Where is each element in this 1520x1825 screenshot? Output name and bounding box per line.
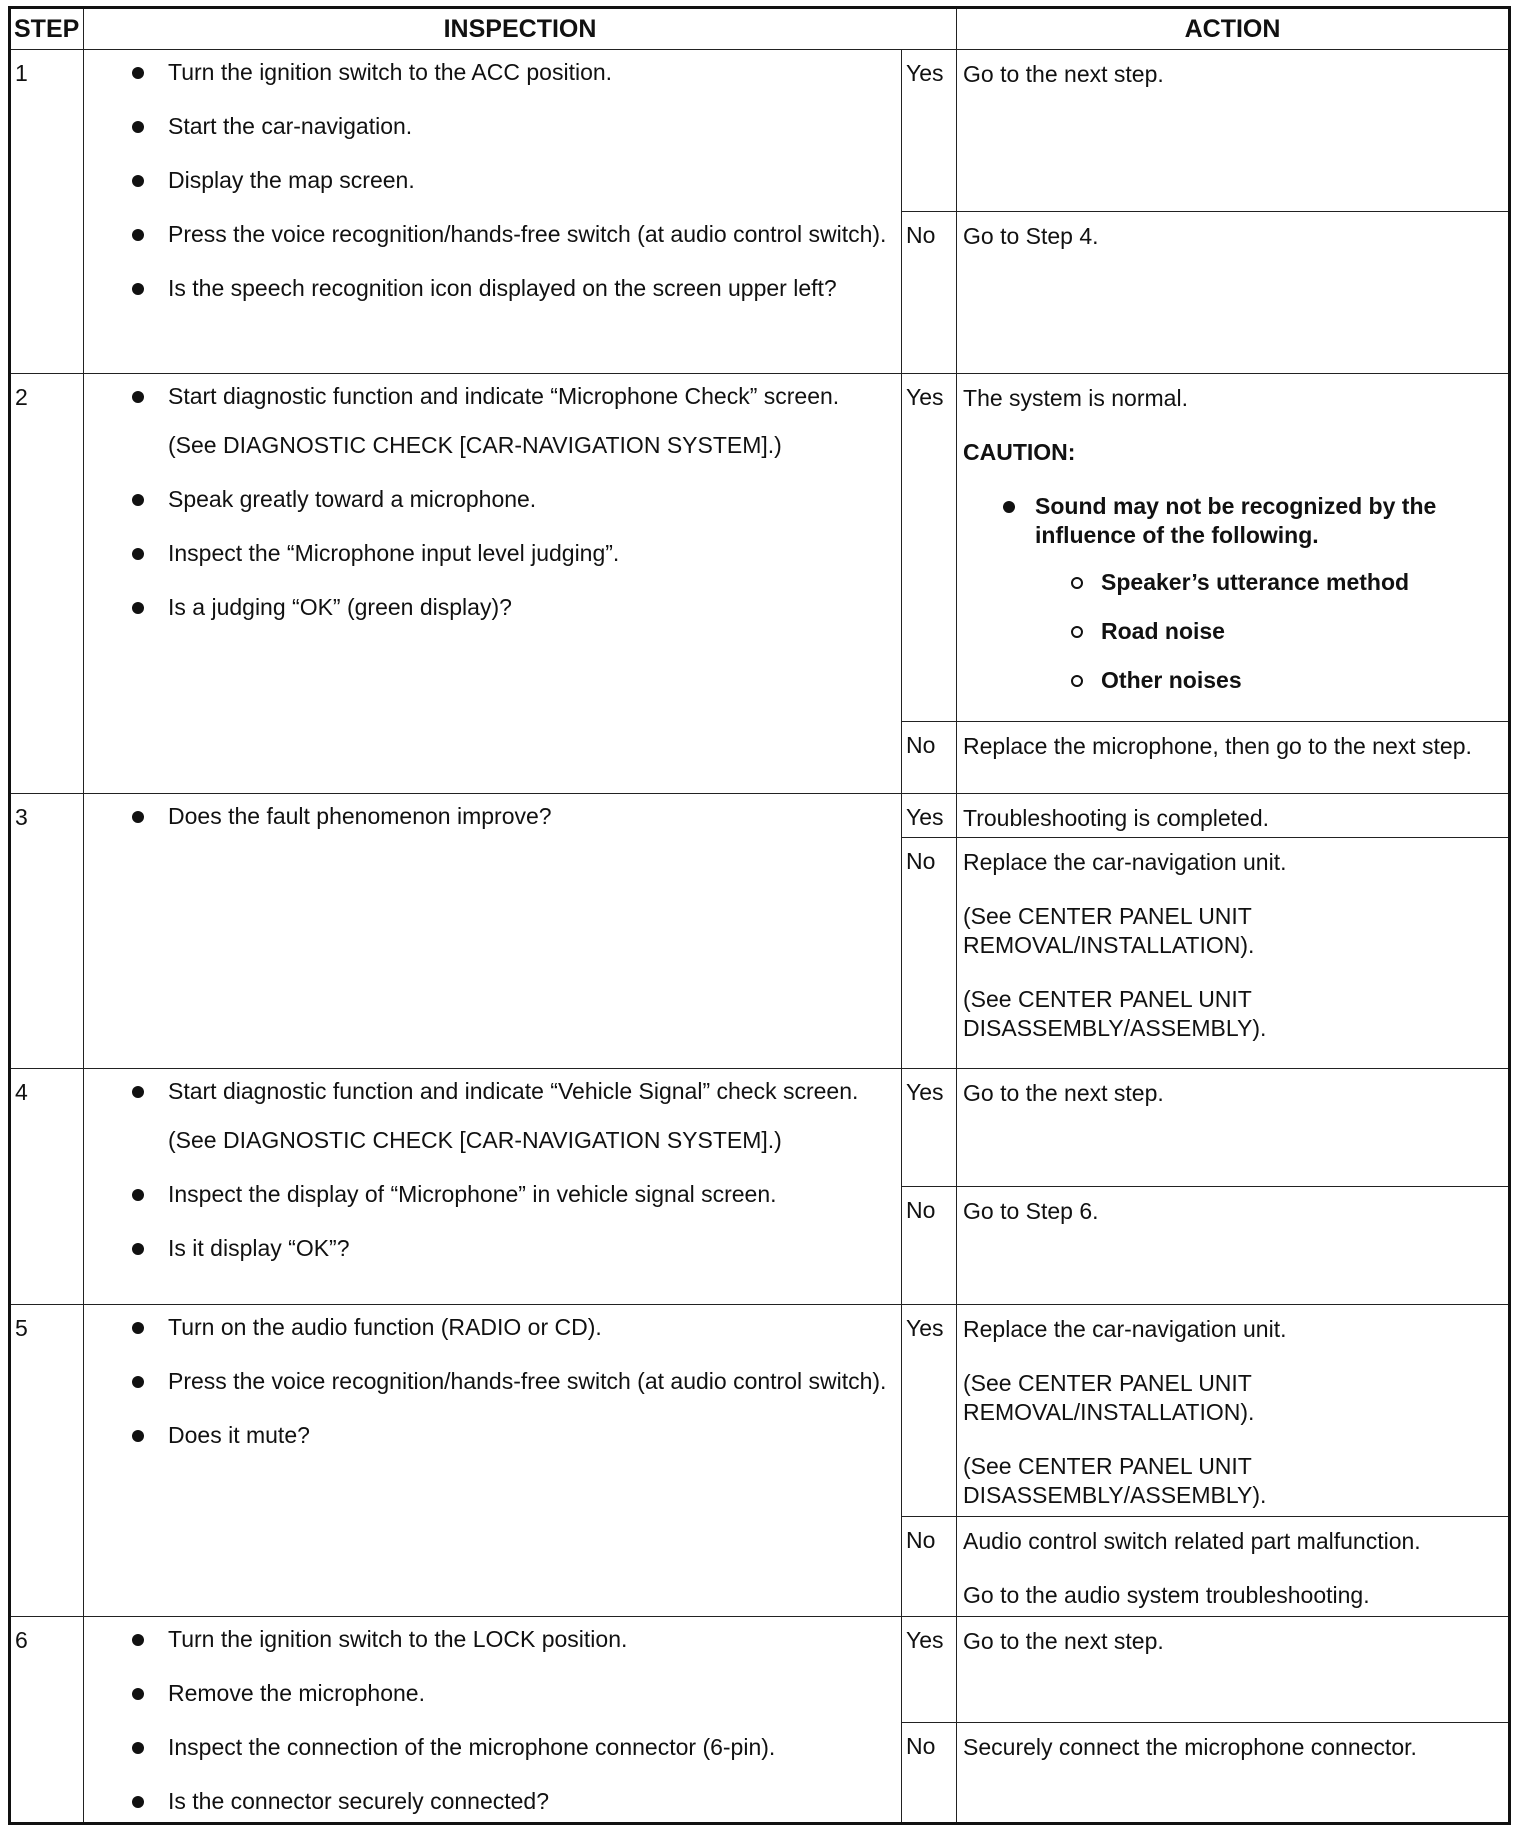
reference-note: (See DIAGNOSTIC CHECK [CAR-NAVIGATION SYSTEM].) [168, 1127, 782, 1153]
yes-action [957, 50, 1510, 212]
bullet-icon [132, 811, 144, 823]
bullet-icon [132, 67, 144, 79]
reference-note: (See CENTER PANEL UNIT REMOVAL/INSTALLATION). [963, 903, 1255, 958]
header-step: STEP [10, 8, 84, 50]
inspection-item: Is the connector securely connected? [132, 1787, 891, 1816]
inspection-item: Turn the ignition switch to the ACC position. [132, 58, 891, 87]
inspection-item: Is it display “OK”? [132, 1234, 891, 1263]
inspection-item: Does the fault phenomenon improve? [132, 802, 891, 831]
no-action [957, 1722, 1510, 1823]
inspection-item: Speak greatly toward a microphone. [132, 485, 891, 514]
action-text: Troubleshooting is completed. [963, 805, 1270, 831]
caution-sublist [1035, 568, 1500, 695]
no-label: No [902, 212, 957, 374]
bullet-icon [132, 1086, 144, 1098]
bullet-icon [132, 1430, 144, 1442]
step-number: 5 [10, 1305, 84, 1617]
yes-action [957, 1305, 1510, 1517]
inspection-item: Is the speech recognition icon displayed on the screen upper left? [132, 274, 891, 303]
yes-action [957, 1069, 1510, 1187]
bullet-icon [132, 391, 144, 403]
no-label: No [902, 838, 957, 1069]
inspection-item: Inspect the connection of the microphone connector (6-pin). [132, 1733, 891, 1762]
bullet-icon [1003, 501, 1015, 513]
header-action: ACTION [957, 8, 1510, 50]
action-text: Go to the next step. [963, 1080, 1164, 1106]
no-label: No [902, 1517, 957, 1617]
no-action [957, 1517, 1510, 1617]
yes-label: Yes [902, 1069, 957, 1187]
troubleshooting-table [8, 6, 1511, 1825]
bullet-icon [132, 1634, 144, 1646]
no-action [957, 722, 1510, 794]
bullet-icon [132, 175, 144, 187]
yes-label: Yes [902, 50, 957, 212]
caution-item: Sound may not be recognized by the influence of the following. Speaker’s utterance method Road noise Other noises [1003, 492, 1500, 695]
reference-note: (See DIAGNOSTIC CHECK [CAR-NAVIGATION SYSTEM].) [168, 432, 782, 458]
bullet-icon [132, 283, 144, 295]
caution-list [963, 492, 1500, 695]
action-text: The system is normal. [963, 385, 1188, 411]
step-number: 1 [10, 50, 84, 374]
bullet-icon [132, 1688, 144, 1700]
caution-subitem: Speaker’s utterance method [1071, 568, 1500, 597]
action-text: Go to the audio system troubleshooting. [963, 1582, 1370, 1608]
inspection-item: Start diagnostic function and indicate “Vehicle Signal” check screen. (See DIAGNOSTIC CHECK [CAR-NAVIGATION SYSTEM].) [132, 1077, 891, 1155]
inspection-item: Start the car-navigation. [132, 112, 891, 141]
inspection-cell [84, 1305, 902, 1617]
inspection-item: Display the map screen. [132, 166, 891, 195]
action-text: Audio control switch related part malfunction. [963, 1528, 1421, 1554]
reference-note: (See CENTER PANEL UNIT DISASSEMBLY/ASSEMBLY). [963, 1453, 1267, 1508]
inspection-cell [84, 374, 902, 794]
inspection-item: Turn the ignition switch to the LOCK position. [132, 1625, 891, 1654]
bullet-icon [132, 1376, 144, 1388]
no-action [957, 1187, 1510, 1305]
step-3-yes-row [10, 794, 1510, 838]
action-text: Securely connect the microphone connector. [963, 1733, 1417, 1760]
caution-label: CAUTION: [963, 439, 1076, 465]
action-text: Go to Step 6. [963, 1198, 1099, 1224]
yes-label: Yes [902, 1617, 957, 1723]
no-label: No [902, 722, 957, 794]
reference-note: (See CENTER PANEL UNIT DISASSEMBLY/ASSEMBLY). [963, 986, 1267, 1041]
inspection-cell [84, 50, 902, 374]
inspection-item: Inspect the display of “Microphone” in vehicle signal screen. [132, 1180, 891, 1209]
no-action [957, 838, 1510, 1069]
action-text: Go to the next step. [963, 61, 1164, 87]
bullet-icon [132, 229, 144, 241]
action-text: Go to Step 4. [963, 223, 1099, 249]
step-number: 3 [10, 794, 84, 1069]
bullet-icon [132, 494, 144, 506]
inspection-cell [84, 794, 902, 1069]
header-row [10, 8, 1510, 50]
step-number: 4 [10, 1069, 84, 1305]
bullet-icon [132, 1243, 144, 1255]
no-label: No [902, 1187, 957, 1305]
bullet-icon [132, 602, 144, 614]
yes-action [957, 374, 1510, 722]
bullet-icon [132, 548, 144, 560]
action-text: Replace the car-navigation unit. [963, 849, 1287, 875]
header-inspection: INSPECTION [84, 8, 957, 50]
inspection-item: Does it mute? [132, 1421, 891, 1450]
step-5-yes-row [10, 1305, 1510, 1517]
circle-bullet-icon [1071, 577, 1083, 589]
inspection-item: Is a judging “OK” (green display)? [132, 593, 891, 622]
yes-label: Yes [902, 374, 957, 722]
action-text: Go to the next step. [963, 1628, 1164, 1654]
inspection-item: Press the voice recognition/hands-free switch (at audio control switch). [132, 220, 891, 249]
step-2-yes-row [10, 374, 1510, 722]
yes-action [957, 1617, 1510, 1723]
circle-bullet-icon [1071, 675, 1083, 687]
inspection-item: Turn on the audio function (RADIO or CD). [132, 1313, 891, 1342]
yes-label: Yes [902, 794, 957, 838]
step-6-yes-row [10, 1617, 1510, 1723]
step-number: 2 [10, 374, 84, 794]
caution-subitem: Road noise [1071, 617, 1500, 646]
circle-bullet-icon [1071, 626, 1083, 638]
no-label: No [902, 1722, 957, 1823]
yes-action [957, 794, 1510, 838]
inspection-cell [84, 1617, 902, 1824]
step-number: 6 [10, 1617, 84, 1824]
step-1-yes-row [10, 50, 1510, 212]
inspection-item: Press the voice recognition/hands-free switch (at audio control switch). [132, 1367, 891, 1396]
yes-label: Yes [902, 1305, 957, 1517]
bullet-icon [132, 1322, 144, 1334]
bullet-icon [132, 1796, 144, 1808]
bullet-icon [132, 121, 144, 133]
inspection-item: Remove the microphone. [132, 1679, 891, 1708]
bullet-icon [132, 1742, 144, 1754]
inspection-cell [84, 1069, 902, 1305]
reference-note: (See CENTER PANEL UNIT REMOVAL/INSTALLATION). [963, 1370, 1255, 1425]
no-action [957, 212, 1510, 374]
inspection-item: Start diagnostic function and indicate “Microphone Check” screen. (See DIAGNOSTIC CHECK [CAR-NAVIGATION SYSTEM].) [132, 382, 891, 460]
bullet-icon [132, 1189, 144, 1201]
caution-subitem: Other noises [1071, 666, 1500, 695]
step-4-yes-row [10, 1069, 1510, 1187]
inspection-item: Inspect the “Microphone input level judging”. [132, 539, 891, 568]
action-text: Replace the car-navigation unit. [963, 1316, 1287, 1342]
action-text: Replace the microphone, then go to the next step. [963, 733, 1472, 759]
